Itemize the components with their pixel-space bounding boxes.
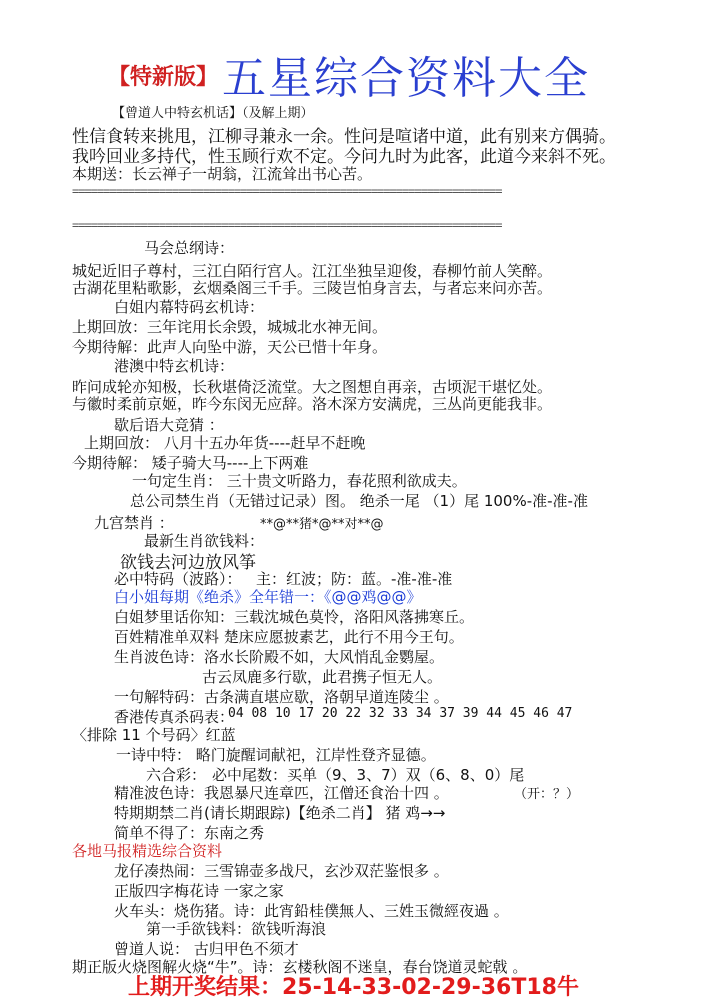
longzai-line: 龙仔凑热闹：三雪锦壶多战尺，玄沙双茫鉴恨多 。	[114, 862, 449, 880]
bose-line-2: 古云凤鹿多行歇，此君携子恒无人。	[202, 668, 443, 686]
xiehouyu-now: 今期待解： 矮子骑大马----上下两难	[72, 454, 309, 472]
baixing-line: 百姓精准单双料 楚床应愿披素艺，此行不用今王句。	[114, 628, 464, 646]
xianggang-label: 香港传真杀码表：	[114, 708, 235, 726]
jingzhun-line: 精准波色诗：我恩暴尺连章匹，江僧还食治十四 。	[114, 784, 449, 802]
last-result: 上期开奖结果：25-14-33-02-29-36T18牛	[128, 975, 579, 1000]
zhengban-line: 正版四字梅花诗 一家之家	[114, 882, 284, 900]
zengdao-line-3: 本期送：长云禅子一胡翁，江流耸出书心苦。	[72, 165, 373, 183]
paichu-line: 〈排除 11 个号码〉红蓝	[72, 726, 236, 744]
baijie-heading: 白姐内幕特码玄机诗：	[114, 298, 265, 316]
badge-new-edition: 【特新版】	[108, 65, 219, 90]
mahui-heading: 马会总纲诗：	[144, 239, 235, 257]
baijie-now: 今期待解：此声人向坠中游，天公已惜十年身。	[72, 338, 388, 356]
zengdao-line-2: 我吟回业多持代，性玉顾行欢不定。今问九时为此客，此道今来斜不死。	[72, 147, 616, 167]
zonggongsi-line: 总公司禁生肖（无错过记录）图。 绝杀一尾 （1）尾 100%-准-准-准	[130, 492, 588, 510]
zengdao-shuo-line: 曾道人说： 古归甲色不须才	[114, 940, 299, 958]
yijujie-line: 一句解特码：古条满直堪应歇，洛朝早道连陵尘 。	[114, 688, 449, 706]
baijie-prev: 上期回放：三年诧用长余毁，城城北水神无间。	[72, 318, 388, 336]
bizhong-label: 必中特码（波路）：	[114, 570, 242, 588]
mahui-line-2: 古湖花里粘歌影，玄烟桑阁三千手。三陵岂怕身言去，与者忘来问亦苦。	[72, 279, 553, 297]
gangao-line-1: 昨问成轮亦知极，长秋堪倚泛流堂。大之图想自再亲，古顷泥干堪忆处。	[72, 378, 553, 396]
jiandan-line: 简单不得了：东南之秀	[114, 824, 265, 842]
liuhecai-open: （开：？）	[514, 787, 580, 802]
zuixin-value: 欲钱去河边放风筝	[120, 553, 256, 573]
huoche-line: 火车头：烧伤猪。诗：此宵鉛桂僕無人、三姓玉微經夜過 。	[114, 902, 509, 920]
bizhong-text: 主：红波；防：蓝。-准-准-准	[256, 570, 453, 588]
jiugong-value: **@**猪*@**对**@	[260, 517, 384, 532]
mengli-line: 白姐梦里话你知：三载沈城色莫怜，洛阳风落拂寒丘。	[114, 608, 475, 626]
gangao-line-2: 与徽时柔前京姬，昨今东闵无应辞。洛木深方安满虎，三丛尚更能我非。	[72, 395, 553, 413]
xiehouyu-prev: 上期回放： 八月十五办年货----赶早不赶晚	[84, 434, 366, 452]
gedi-heading: 各地马报精选综合资料	[72, 842, 223, 860]
baixiaojie-line: 白小姐每期《绝杀》全年错一：《@@鸡@@》	[114, 588, 422, 606]
zengdao-heading: 【曾道人中特玄机话】（及解上期）	[112, 106, 314, 121]
qizhengban-line: 期正版火烧图解火烧“牛”。诗：玄楼秋阁不迷皇，春台饶道灵蛇戟 。	[72, 958, 528, 976]
gangao-heading: 港澳中特玄机诗：	[114, 357, 235, 375]
tete-line: 特期期禁二肖(请长期跟踪)【绝杀二肖】 猪 鸡→→	[114, 804, 446, 822]
divider-2: =====================================================================	[72, 218, 502, 232]
mahui-line-1: 城妃近旧子尊村，三江白陌行宫人。江江坐独呈迎俊，春柳竹前人笑醉。	[72, 262, 553, 280]
shizhong-line: 一诗中特： 略门旋醒词献祀，江岸性登齐显德。	[116, 746, 436, 764]
liuhecai-text: 必中尾数：买单（9、3、7）双（6、8、0）尾	[212, 766, 525, 784]
xianggang-numbers: 04 08 10 17 20 22 32 33 34 37 39 44 45 46 47	[228, 706, 573, 721]
zengdao-line-1: 性信食转来挑甩，江柳寻兼永一余。性问是喧诸中道，此有别来方偶骑。	[72, 127, 616, 147]
bose-line-1: 生肖波色诗：洛水长阶殿不如，大风悄乱金鹦屋。	[114, 648, 445, 666]
xiehouyu-heading: 歇后语大竞猜 ：	[114, 416, 224, 434]
diyishou-line: 第一手欲钱料：欲钱听海浪	[146, 920, 327, 938]
zuixin-heading: 最新生肖欲钱料：	[144, 532, 265, 550]
liuhecai-label: 六合彩：	[146, 766, 207, 784]
jiugong-label: 九宫禁肖 ：	[94, 514, 174, 532]
yiju-shengxiao: 一句定生肖： 三十贵文听路力，春花照利欲成夫。	[132, 472, 467, 490]
divider-1: =====================================================================	[72, 184, 502, 198]
page-title: 五星综合资料大全	[222, 53, 590, 104]
